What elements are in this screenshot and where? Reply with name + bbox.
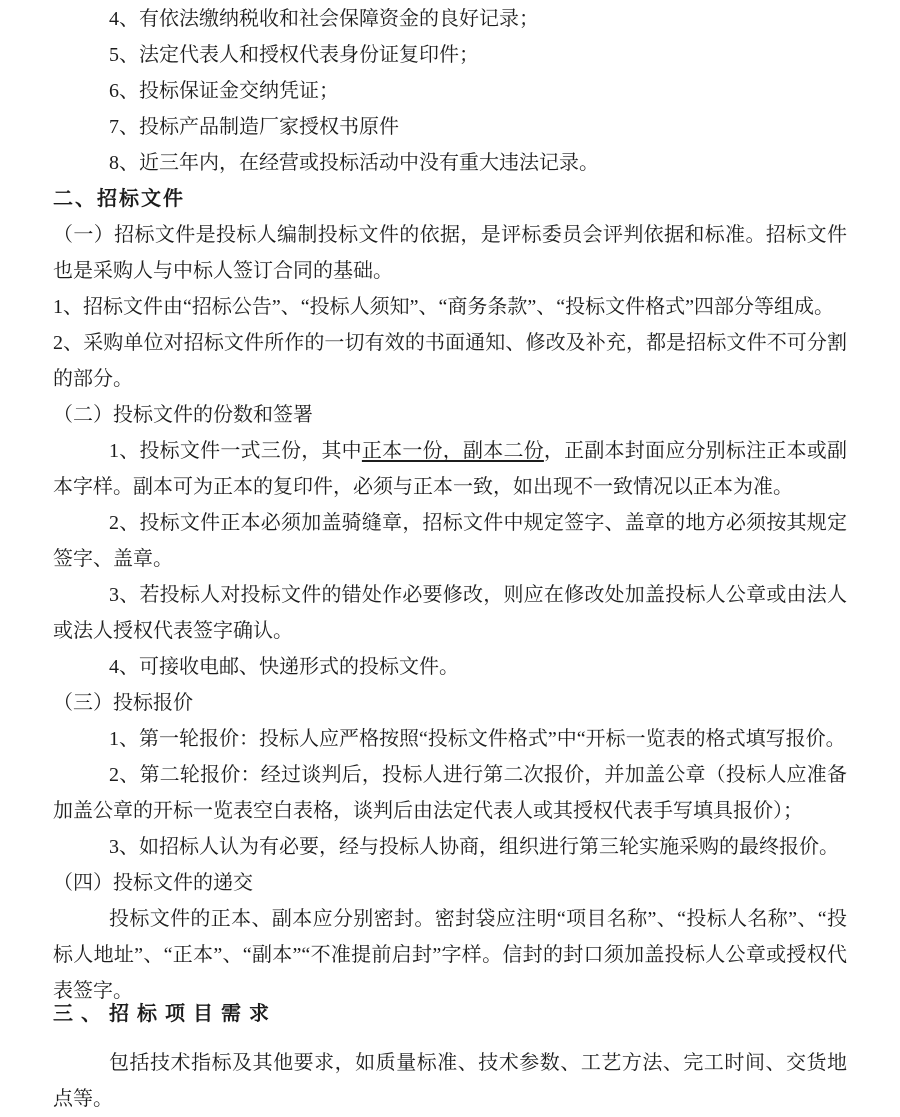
section-2-part-1-item-2: 2、采购单位对招标文件所作的一切有效的书面通知、修改及补充，都是招标文件不可分割的部分。 [53,332,847,390]
underlined-text: 正本一份，副本二份 [361,440,544,462]
section-2-heading: 二、招标文件 [53,188,185,210]
section-2-part-3-item-3: 3、如招标人认为有必要，经与投标人协商，组织进行第三轮实施采购的最终报价。 [109,836,839,858]
section-2-part-1-item-1: 1、招标文件由“招标公告”、“投标人须知”、“商务条款”、“投标文件格式”四部分等组成。 [53,296,835,318]
section-2-part-3-item-1: 1、第一轮报价：投标人应严格按照“投标文件格式”中“开标一览表的格式填写报价。 [109,728,846,750]
section-2-part-3-heading: （三）投标报价 [53,692,193,714]
text-segment: 1、投标文件一式三份，其中 [109,440,362,462]
section-2-part-4-heading: （四）投标文件的递交 [53,872,253,894]
section-3-para: 包括技术指标及其他要求，如质量标准、技术参数、工艺方法、完工时间、交货地点等。 [53,1052,847,1110]
qualification-item-8: 8、近三年内，在经营或投标活动中没有重大违法记录。 [109,152,599,174]
qualification-item-4: 4、有依法缴纳税收和社会保障资金的良好记录； [109,8,539,30]
section-2-part-2-item-2: 2、投标文件正本必须加盖骑缝章，招标文件中规定签字、盖章的地方必须按其规定签字、盖章。 [53,512,847,570]
section-2-part-3-item-2: 2、第二轮报价：经过谈判后，投标人进行第二次报价，并加盖公章（投标人应准备加盖公章的开标一览表空白表格，谈判后由法定代表人或其授权代表手写填具报价）； [53,764,847,822]
section-2-part-4-para: 投标文件的正本、副本应分别密封。密封袋应注明“项目名称”、“投标人名称”、“投标人地址”、“正本”、“副本”“不准提前启封”字样。信封的封口须加盖投标人公章或授权代表签字。 [53,908,847,1002]
qualification-item-5: 5、法定代表人和授权代表身份证复印件； [109,44,479,66]
qualification-item-7: 7、投标产品制造厂家授权书原件 [109,116,399,138]
section-2-part-2-item-3: 3、若投标人对投标文件的错处作必要修改，则应在修改处加盖投标人公章或由法人或法人授权代表签字确认。 [53,584,847,642]
section-2-part-2-item-1 [53,433,847,505]
section-3-heading: 三、招标项目需求 [53,1003,277,1025]
section-2-part-2-heading: （二）投标文件的份数和签署 [53,404,313,426]
section-2-part-1-intro: （一）招标文件是投标人编制投标文件的依据，是评标委员会评判依据和标准。招标文件也是采购人与中标人签订合同的基础。 [53,224,847,282]
qualification-item-6: 6、投标保证金交纳凭证； [109,80,339,102]
section-2-part-2-item-4: 4、可接收电邮、快递形式的投标文件。 [109,656,459,678]
text-segment: ，正副本封面应分别标注正本或副本字样。副本可为正本的复印件，必须与正本一致，如出现不一致情况以正本为准。 [53,440,848,498]
